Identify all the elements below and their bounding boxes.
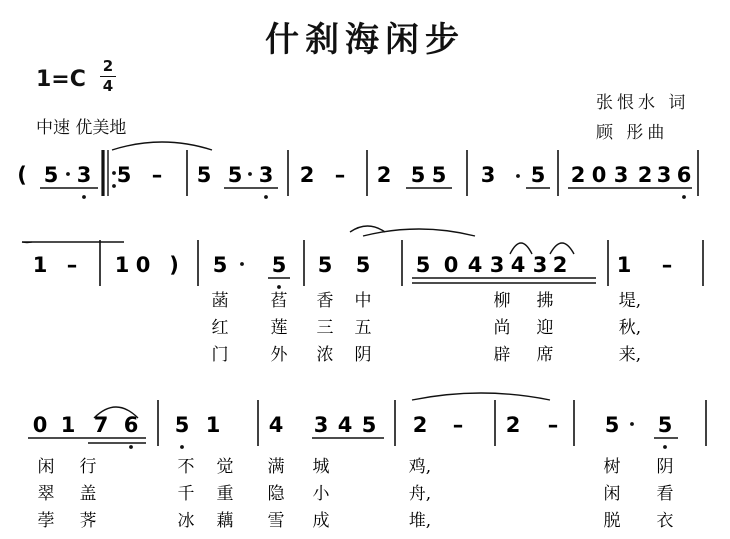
note-row3-14: 5 xyxy=(604,413,620,437)
note-row2-11: 4 xyxy=(467,253,483,277)
lyric-verse2_row3-1: 盖 xyxy=(79,484,97,504)
note-row3-11: – xyxy=(452,413,464,437)
dot-aug xyxy=(248,172,252,176)
note-row2-7: 5 xyxy=(317,253,333,277)
note-row2-10: 0 xyxy=(443,253,459,277)
lyric-verse2_row3-0: 翠 xyxy=(37,484,55,504)
tie-end xyxy=(22,242,32,243)
note-row3-2: 7 xyxy=(93,413,109,437)
lyric-verse3_row3-0: 荸 xyxy=(37,511,55,531)
note-row1-13: 3 xyxy=(480,163,496,187)
slur-arc xyxy=(363,229,475,236)
note-row1-10: 2 xyxy=(376,163,392,187)
note-row2-15: 2 xyxy=(552,253,568,277)
note-row2-2: 1 xyxy=(114,253,130,277)
tempo-mark: 中速 优美地 xyxy=(36,118,127,138)
song-title: 什刹海闲步 xyxy=(265,20,465,60)
lyric-verse1_row3-7: 树 xyxy=(603,457,621,477)
dot-aug xyxy=(516,174,520,178)
note-row3-5: 1 xyxy=(205,413,221,437)
lyric-verse3_row3-6: 堆, xyxy=(408,511,432,531)
low-dot xyxy=(277,285,281,289)
note-row1-4: – xyxy=(151,163,163,187)
note-row1-12: 5 xyxy=(431,163,447,187)
lyric-verse2_row3-5: 小 xyxy=(312,484,330,504)
slur-arc xyxy=(412,393,550,400)
note-row2-5: 5 xyxy=(212,253,228,277)
note-row1-11: 5 xyxy=(410,163,426,187)
lyric-verse3_row2-1: 外 xyxy=(270,345,288,365)
lyric-verse2_row3-3: 重 xyxy=(216,484,234,504)
lyric-verse3_row3-3: 藕 xyxy=(216,511,234,531)
lyric-verse2_row3-6: 舟, xyxy=(408,484,432,504)
lyric-verse3_row2-2: 浓 xyxy=(316,345,334,365)
repeat-dot xyxy=(112,171,116,175)
lyric-verse3_row3-8: 衣 xyxy=(656,511,674,531)
note-row2-16: 1 xyxy=(616,253,632,277)
note-row3-4: 5 xyxy=(174,413,190,437)
note-row2-0: 1 xyxy=(32,253,48,277)
note-row1-7: 3 xyxy=(258,163,274,187)
note-row1-18: 2 xyxy=(637,163,653,187)
low-dot xyxy=(663,445,667,449)
repeat-dot xyxy=(112,184,116,188)
low-dot xyxy=(682,195,686,199)
low-dot xyxy=(82,195,86,199)
lyric-verse1_row3-4: 满 xyxy=(267,457,285,477)
lyric-verse1_row2-2: 香 xyxy=(316,291,334,311)
time-denominator: 4 xyxy=(102,77,114,95)
note-row1-3: 5 xyxy=(116,163,132,187)
lyric-verse3_row3-7: 脱 xyxy=(603,511,621,531)
dot-aug xyxy=(630,422,634,426)
note-row1-0: ( xyxy=(17,163,27,187)
note-row2-8: 5 xyxy=(355,253,371,277)
note-row3-1: 1 xyxy=(60,413,76,437)
note-row2-4: ) xyxy=(169,253,179,277)
lyric-verse2_row3-4: 隐 xyxy=(267,484,285,504)
note-row1-17: 3 xyxy=(613,163,629,187)
note-row3-15: 5 xyxy=(657,413,673,437)
lyric-verse1_row3-8: 阴 xyxy=(656,457,674,477)
dot-aug xyxy=(240,262,244,266)
lyric-verse1_row2-3: 中 xyxy=(354,291,372,311)
note-row2-9: 5 xyxy=(415,253,431,277)
note-row3-9: 5 xyxy=(361,413,377,437)
note-row1-19: 3 xyxy=(656,163,672,187)
lyric-verse2_row2-5: 迎 xyxy=(536,318,554,338)
note-row2-6: 5 xyxy=(271,253,287,277)
lyric-verse2_row3-8: 看 xyxy=(656,484,674,504)
slur-arc xyxy=(350,226,385,232)
lyric-verse3_row3-1: 荠 xyxy=(79,511,97,531)
dot-aug xyxy=(66,172,70,176)
lyric-verse2_row2-2: 三 xyxy=(316,318,334,338)
lyric-verse1_row3-6: 鸡, xyxy=(408,457,432,477)
note-row1-2: 3 xyxy=(76,163,92,187)
low-dot xyxy=(180,445,184,449)
lyric-verse2_row2-4: 尚 xyxy=(493,318,511,338)
lyric-verse1_row2-5: 拂 xyxy=(536,291,554,311)
time-numerator: 2 xyxy=(102,57,114,75)
lyric-verse3_row3-2: 冰 xyxy=(177,511,195,531)
note-row2-13: 4 xyxy=(510,253,526,277)
lyric-verse3_row2-0: 门 xyxy=(211,345,229,365)
lyric-verse1_row2-1: 萏 xyxy=(270,291,288,311)
lyric-verse3_row2-5: 席 xyxy=(536,345,554,365)
lyric-verse2_row2-1: 莲 xyxy=(270,318,288,338)
note-row3-3: 6 xyxy=(123,413,139,437)
note-row3-10: 2 xyxy=(412,413,428,437)
note-row1-6: 5 xyxy=(227,163,243,187)
note-row1-1: 5 xyxy=(43,163,59,187)
note-row2-17: – xyxy=(661,253,673,277)
note-row2-14: 3 xyxy=(532,253,548,277)
lyric-verse3_row3-5: 成 xyxy=(312,511,330,531)
note-row2-3: 0 xyxy=(135,253,151,277)
note-row1-20: 6 xyxy=(676,163,692,187)
note-row2-1: – xyxy=(66,253,78,277)
note-row3-7: 3 xyxy=(313,413,329,437)
composer-credit: 顾 彤曲 xyxy=(596,123,669,143)
note-row3-6: 4 xyxy=(268,413,284,437)
note-row3-12: 2 xyxy=(505,413,521,437)
lyric-verse1_row3-1: 行 xyxy=(79,457,97,477)
low-dot xyxy=(264,195,268,199)
note-row3-0: 0 xyxy=(32,413,48,437)
lyric-verse1_row2-6: 堤, xyxy=(618,291,642,311)
note-row1-5: 5 xyxy=(196,163,212,187)
lyric-verse3_row2-3: 阴 xyxy=(354,345,372,365)
lyric-verse3_row2-6: 来, xyxy=(618,345,642,365)
lyric-verse2_row3-7: 闲 xyxy=(603,484,621,504)
key-signature: 1=C xyxy=(36,67,86,92)
lyric-verse1_row3-0: 闲 xyxy=(37,457,55,477)
lyric-verse1_row2-0: 菡 xyxy=(211,291,229,311)
lyric-verse3_row2-4: 辟 xyxy=(493,345,511,365)
note-row3-13: – xyxy=(547,413,559,437)
lyricist-credit: 张恨水 词 xyxy=(596,93,690,113)
lyric-verse1_row3-5: 城 xyxy=(312,457,330,477)
note-row1-8: 2 xyxy=(299,163,315,187)
low-dot xyxy=(129,445,133,449)
note-row1-16: 0 xyxy=(591,163,607,187)
note-row1-15: 2 xyxy=(570,163,586,187)
lyric-verse1_row3-2: 不 xyxy=(177,457,195,477)
note-row2-12: 3 xyxy=(489,253,505,277)
note-row1-9: – xyxy=(334,163,346,187)
note-row3-8: 4 xyxy=(337,413,353,437)
lyric-verse3_row3-4: 雪 xyxy=(267,511,285,531)
lyric-verse2_row2-6: 秋, xyxy=(618,318,642,338)
lyric-verse2_row2-3: 五 xyxy=(354,318,372,338)
note-row1-14: 5 xyxy=(530,163,546,187)
slur-arc xyxy=(112,142,212,150)
lyric-verse2_row2-0: 红 xyxy=(211,318,229,338)
lyric-verse1_row2-4: 柳 xyxy=(493,291,511,311)
lyric-verse2_row3-2: 千 xyxy=(177,484,195,504)
lyric-verse1_row3-3: 觉 xyxy=(216,457,234,477)
